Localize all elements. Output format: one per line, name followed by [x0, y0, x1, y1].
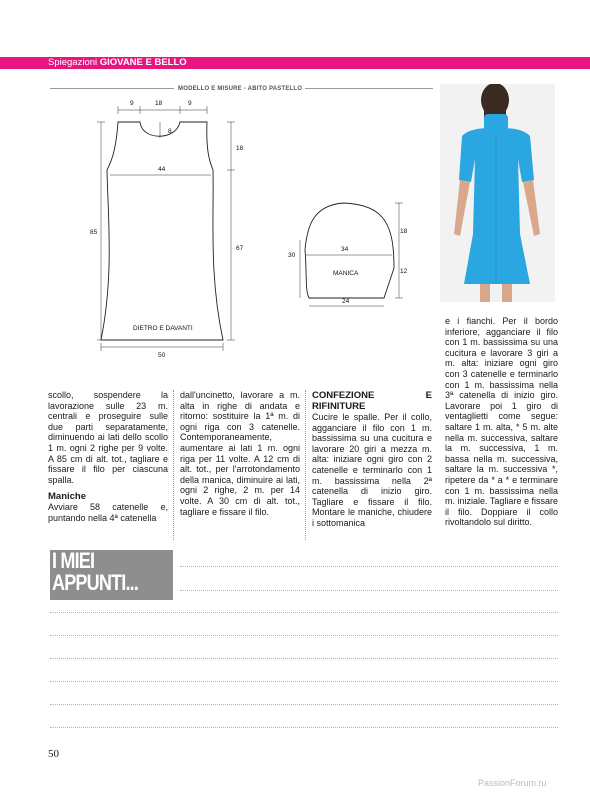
text-column-4 [445, 316, 558, 528]
column-divider-1 [173, 390, 174, 540]
notes-line[interactable] [180, 590, 558, 591]
notes-line[interactable] [50, 658, 558, 659]
dim-sleeve-left: 30 [288, 252, 296, 259]
col3-heading-confezione: CONFEZIONE E RIFINITURE [312, 390, 432, 412]
dim-neck-depth: 8 [168, 128, 172, 135]
notes-line[interactable] [50, 681, 558, 682]
notes-line[interactable] [50, 635, 558, 636]
col1-heading-maniche: Maniche [48, 491, 87, 503]
dim-side-height: 67 [236, 245, 244, 252]
notes-line[interactable] [50, 727, 558, 728]
front-back-label: DIETRO E DAVANTI [133, 325, 193, 332]
notes-title [52, 550, 138, 594]
header-prefix: Spiegazioni [48, 57, 98, 68]
dim-width-mid: 44 [158, 166, 166, 173]
dim-total-height: 85 [90, 229, 98, 236]
header-title: GIOVANE E BELLO [99, 57, 187, 68]
notes-title-line-1: I MIEI [52, 548, 95, 573]
col2-paragraph-1: dall'uncinetto, lavorare a m. alta in righe di andata e ritorno: sostituire la 1ª m. di ogni riga con 3 catenelle. Contemporaneamente, aumentare ai lati 1 m. ogni riga per 11 volte. A 12 cm di alt. tot., per l'arrotondamento della manica, diminuire ai lati, ogni 2 righe, 2 m. per 14 volte. A 30 cm di alt. tot., tagliare e fissare il filo. [180, 390, 300, 517]
notes-line[interactable] [50, 704, 558, 705]
sleeve-label: MANICA [333, 270, 359, 277]
dim-sleeve-right: 12 [400, 268, 408, 275]
dim-top-right: 9 [188, 100, 192, 107]
page-number: 50 [48, 748, 59, 760]
col1-paragraph-1: scollo, sospendere la lavorazione sulle 23 m. centrali e proseguire sulle due parti separatamente, diminuendo ai lati dello scollo 1 m. ogni 2 righe per 9 volte. A 85 cm di alt. tot., tagliare e fissare il filo per ciascuna spalla. [48, 390, 168, 485]
dim-sleeve-width: 34 [341, 246, 349, 253]
text-column-3 [312, 390, 432, 529]
model-illustration [440, 84, 555, 302]
diagram-title: MODELLO E MISURE - ABITO PASTELLO [178, 86, 303, 92]
text-column-1 [48, 390, 168, 524]
dim-bottom-width: 50 [158, 352, 166, 359]
front-back-outline [101, 122, 223, 340]
dim-top-left: 9 [130, 100, 134, 107]
dim-sleeve-bottom: 24 [342, 298, 350, 305]
notes-title-line-2: APPUNTI... [52, 570, 139, 595]
col3-paragraph-1: Cucire le spalle. Per il collo, agganciare il filo con 1 m. bassissima su una cucitura e lavorare 20 giri a mezza m. alta: iniziare ogni giro con 2 catenelle e terminarlo con 1 m. bassissima nella 2ª catenella di inizio giro. Tagliare e fissare il filo. Montare le maniche, chiudere i sottomanica [312, 412, 432, 528]
dim-armhole: 18 [236, 145, 244, 152]
model-photo [440, 84, 555, 302]
col1-paragraph-2: Avviare 58 catenelle e, puntando nella 4ª catenella [48, 502, 168, 523]
column-divider-2 [305, 390, 306, 540]
text-column-2 [180, 390, 300, 517]
col4-paragraph-1: e i fianchi. Per il bordo inferiore, agganciare il filo con 1 m. bassissima su una cucitura e lavorare 3 giri a m. alta: iniziare ogni giro con 3 catenelle e terminarlo con 1 m. bassissima nella 3ª catenella di inizio giro. Lavorare poi 1 giro di ventaglietti come segue: saltare 1 m. alta, * 5 m. alte nella m. successiva, saltare la m. successiva, 1 m. bassa nella m. successiva, saltare la m. successiva *, ripetere da * a * e terminare con 1 m. bassissima nella m. iniziale. Tagliare e fissare il filo. Doppiare il collo rivoltandolo sul diritto. [445, 316, 558, 528]
notes-line[interactable] [50, 612, 558, 613]
watermark: PassionForum.ru [478, 778, 547, 788]
dim-sleeve-cap: 18 [400, 228, 408, 235]
sleeve-outline [305, 203, 394, 298]
dim-top-mid: 18 [155, 100, 163, 107]
notes-line[interactable] [180, 566, 558, 567]
